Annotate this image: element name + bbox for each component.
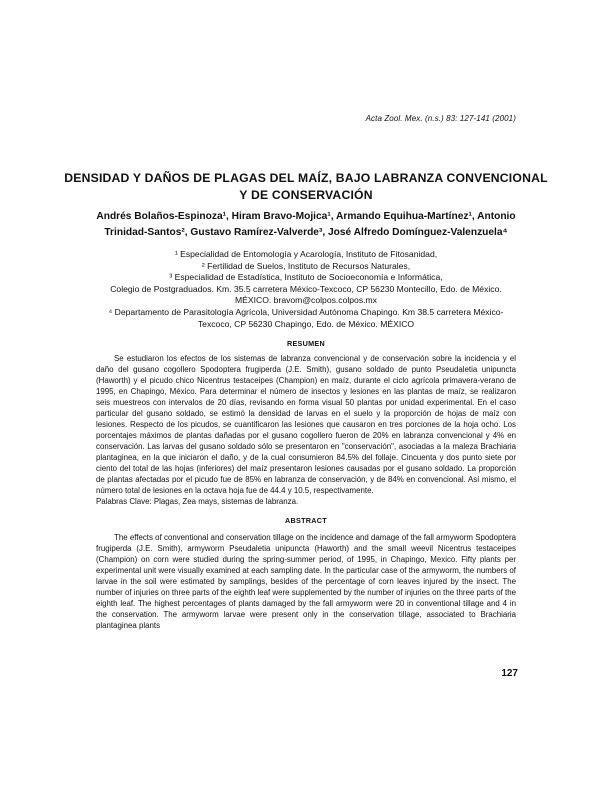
resumen-text: Se estudiaron los efectos de los sistemas de labranza convencional y de conservación sobre la incidencia y el daño del gusano cogollero Spodoptera frugiperda (J.E. Smith), gusano soldado de punto Pseudaletia unipuncta (Haworth) y el picudo chico Nicentrus testaceipes (Champion) en maíz, durante el ciclo agrícola primavera-verano de 1995, en Chapingo, México. Para determinar el número de insectos y lesiones en las plantas de maíz, se realizaron seis muestreos con intervalos de 20 días, revisando en forma visual 50 plantas por unidad experimental. En el caso particular del gusano soldado, se estimó la densidad de larvas en el suelo y la proporción de hojas de maíz con lesiones. Respecto de los picudos, se cuantificaron las lesiones que causaron en tres porciones de la hoja ocho. Los porcentajes máximos de plantas dañadas por el gusano cogollero fueron de 20% en labranza convencional y 4% en conservación. Las larvas del gusano soldado sólo se presentaron en "conservación", asociadas a la maleza Brachiaria plantaginea, en la que iniciaron el daño, y de la cual consumieron 84.5% del follaje. Cincuenta y dos punto siete por ciento del total de las hojas (inferiores) del maíz presentaron lesiones causadas por el gusano soldado. La proporción de plantas afectadas por el picudo fue de 85% en labranza de conservación, y de 84% en convencional. Así mismo, el número total de lesiones en la octava hoja fue de 44.4 y 10.5, respectivamente. (96, 354, 516, 495)
affiliation-line: ² Fertilidad de Suelos, Instituto de Recursos Naturales, (201, 260, 411, 271)
affiliations (96, 249, 516, 330)
abstract-text: The effects of conventional and conservation tillage on the incidence and damage of the fall armyworm Spodoptera frugiperda (J.E. Smith), armyworm Pseudaletia unipuncta (Haworth) and the small weevil Nicentrus testaceipes (Champion) on corn were studied during the spring-summer period, of 1995, in Chapingo, Mexico. Fifty plants per experimental unit were visually examined at each sampling date. In the particular case of the armyworm, the numbers of larvae in the soil were estimated by samplings, besides of the percentage of corn leaves injured by the insect. The number of injuries on three parts of the eighth leaf were supplemented by the number of injuries on the three parts of the eighth leaf. The highest percentages of plants damaged by the fall armyworm were 20 in conventional tillage and 4 in the conservation. The armyworm larvae were present only in the conservation tillage, associated to Brachiaria plantaginea plants (96, 533, 516, 630)
paper-title: DENSIDAD Y DAÑOS DE PLAGAS DEL MAÍZ, BAJO LABRANZA CONVENCIONAL Y DE CONSERVACIÓN (64, 171, 548, 202)
resumen-keywords: Palabras Clave: Plagas, Zea mays, sistemas de labranza. (96, 497, 299, 506)
abstract-heading: ABSTRACT (285, 516, 327, 525)
resumen-heading: RESUMEN (286, 339, 326, 348)
affiliation-line: Colegio de Postgraduados. Km. 35.5 carretera México-Texcoco, CP 56230 Montecillo, Edo. de México. MÉXICO. bravom@colpos.colpos.mx (110, 283, 502, 306)
abstract-body (96, 532, 516, 631)
author-list: Andrés Bolaños-Espinoza¹, Hiram Bravo-Mojica¹, Armando Equihua-Martínez¹, Antonio Trinidad-Santos², Gustavo Ramírez-Valverde³, José Alfredo Domínguez-Valenzuela⁴ (96, 211, 516, 238)
affiliation-line: ⁴ Departamento de Parasitología Agrícola, Universidad Autónoma Chapingo. Km 38.5 carretera México-Texcoco, CP 56230 Chapingo, Edo. de México. MÉXICO (108, 306, 504, 329)
resumen-body (96, 353, 516, 507)
page-number: 127 (501, 668, 518, 679)
journal-reference: Acta Zool. Mex. (n.s.) 83: 127-141 (2001) (365, 114, 516, 123)
affiliation-line: ¹ Especialidad de Entomología y Acarología, Instituto de Fitosanidad, (174, 249, 438, 259)
affiliation-line: ³ Especialidad de Estadística, Instituto de Socioeconomía e Informática, (169, 272, 443, 283)
